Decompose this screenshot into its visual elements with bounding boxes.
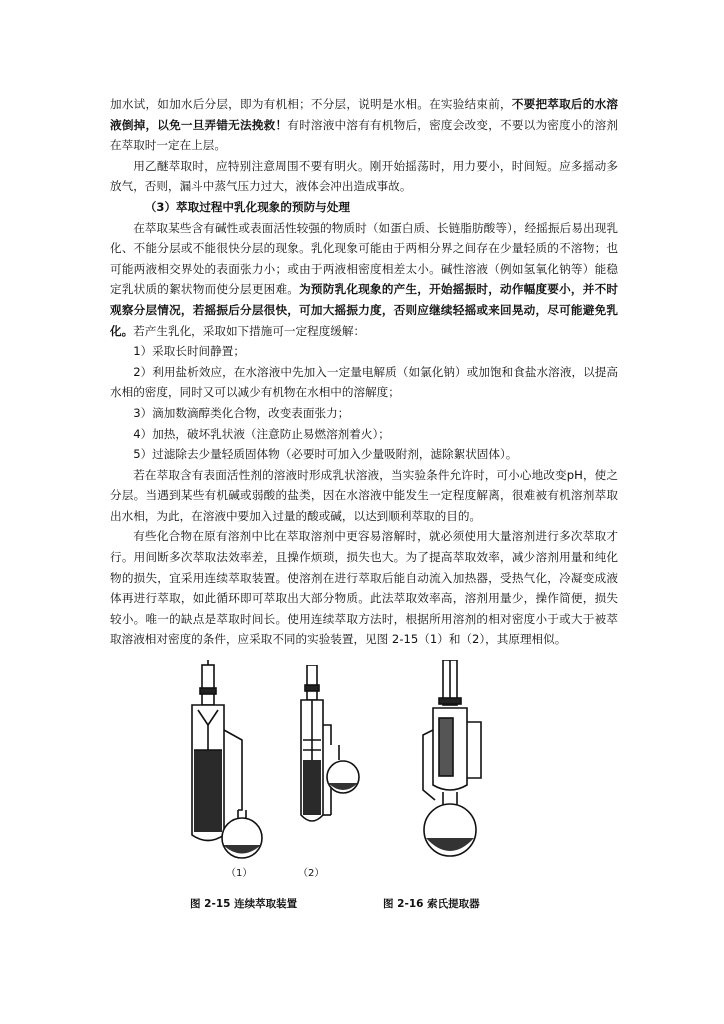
figures-area [0,660,724,920]
list-item: 4）加热，破坏乳状液（注意防止易燃溶剂着火）； [133,426,390,441]
body-text [110,94,618,650]
continuous-extractor-1-illustration [180,660,290,860]
paragraph-3: 在萃取某些含有碱性或表面活性较强的物质时（如蛋白质、长链脂肪酸等），经摇振后易出现乳化、不能分层或不能很快分层的现象。乳化现象可能由于两相分界之间存在少量轻质的不溶物；也可能两液相交界处的表面张力小；或由于两液相密度相差太小。碱性溶液（例如氢氧化钠等）能稳定乳状质的絮状物而使分层更困难。为预防乳化现象的产生，开始摇振时，动作幅度要小，并不时观察分层情况，若摇振后分层很快，可加大摇振力度，否则应继续轻摇或来回晃动，尽可能避免乳化。若产生乳化，采取如下措施可一定程度缓解： [110,220,618,338]
list-item: 5）过滤除去少量轻质固体物（必要时可加入少量吸附剂，滤除絮状固体）。 [133,447,518,462]
list-item: 1）采取长时间静置； [133,344,245,359]
figure-2-15-sub-label-1: （1） [226,868,253,879]
soxhlet-extractor-illustration [405,660,495,870]
paragraph-1: 加水试，如加水后分层，即为有机相；不分层，说明是水相。在实验结束前，不要把萃取后的水溶液倒掉，以免一旦弄错无法挽救！有时溶液中溶有有机物后，密度会改变，不要以为密度小的溶剂在萃取时一定在上层。 [110,97,618,153]
list-item: 2）利用盐析效应，在水溶液中先加入一定量电解质（如氯化钠）或加饱和食盐水溶液，以提高水相的密度，同时又可以减少有机物在水相中的溶解度； [110,364,618,400]
figure-2-15-caption: 图 2-15 连续萃取装置 [190,898,298,910]
paragraph-5: 有些化合物在原有溶剂中比在萃取溶剂中更容易溶解时，就必须使用大量溶剂进行多次萃取才行。用间断多次萃取法效率差，且操作烦琐，损失也大。为了提高萃取效率，减少溶剂用量和纯化物的损失，宜采用连续萃取装置。使溶剂在进行萃取后能自动流入加热器，受热气化，冷凝变成液体再进行萃取，如此循环即可萃取出大部分物质。此法萃取效率高，溶剂用量少，操作简便，损失较小。唯一的缺点是萃取时间长。使用连续萃取方法时，根据所用溶剂的相对密度小于或大于被萃取溶液相对密度的条件，应采取不同的实验装置，见图 2-15（1）和（2），其原理相似。 [110,529,618,647]
figure-2-16-caption: 图 2-16 索氏提取器 [383,898,480,910]
figure-2-15-sub-label-2: （2） [298,868,325,879]
paragraph-4: 若在萃取含有表面活性剂的溶液时形成乳状溶液，当实验条件允许时，可小心地改变pH，使之分层。当遇到某些有机碱或弱酸的盐类，因在水溶液中能发生一定程度解离，很难被有机溶剂萃取出水相，为此，在溶液中要加入过量的酸或碱，以达到顺利萃取的目的。 [110,467,618,523]
continuous-extractor-2-illustration [295,665,365,860]
section-heading: （3）萃取过程中乳化现象的预防与处理 [144,199,350,214]
list-item: 3）滴加数滴醇类化合物，改变表面张力； [133,405,350,420]
paragraph-2: 用乙醚萃取时，应特别注意周围不要有明火。刚开始摇荡时，用力要小，时间短。应多摇动多放气，否则，漏斗中蒸气压力过大，液体会冲出造成事故。 [110,158,618,194]
